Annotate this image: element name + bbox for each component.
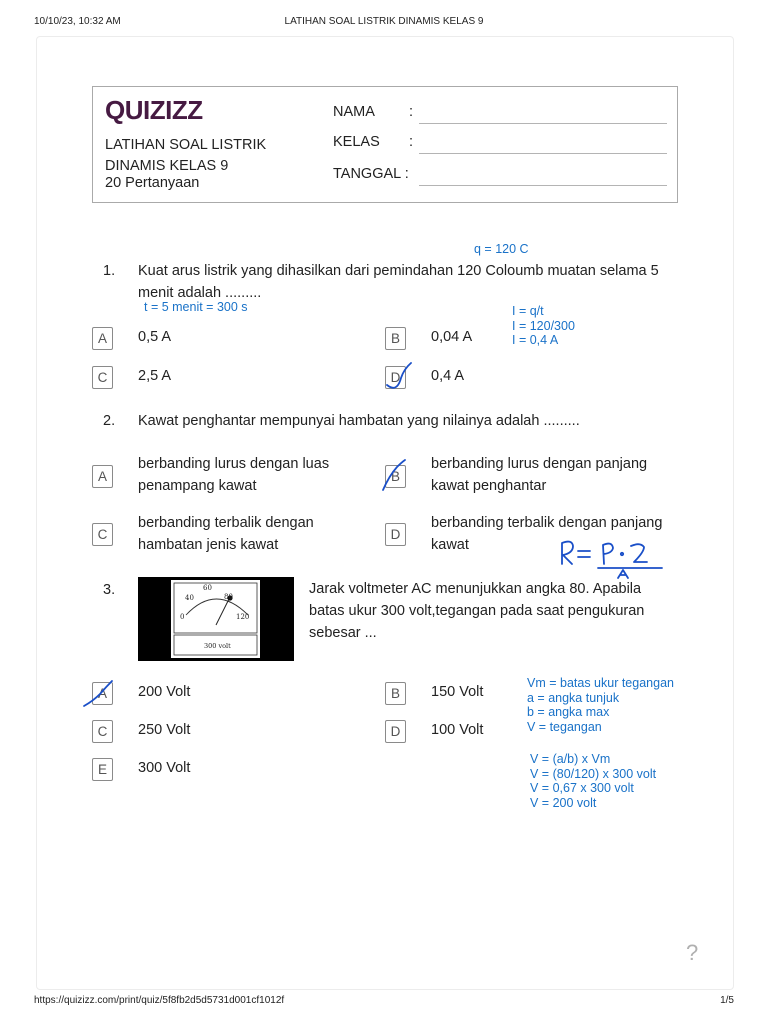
field-label: KELAS	[333, 134, 380, 150]
note-line: I = 0,4 A	[512, 333, 559, 347]
option-letter-b[interactable]: B	[385, 327, 406, 350]
question-number: 3.	[103, 582, 116, 598]
class-write-line	[419, 153, 667, 154]
option-letter-d[interactable]: D	[385, 366, 406, 389]
meter-unit-label: 300 volt	[204, 642, 231, 650]
option-text: 300 Volt	[138, 760, 191, 776]
note-q1-formula	[512, 304, 575, 348]
option-text: 2,5 A	[138, 368, 172, 384]
option-letter-c[interactable]: C	[92, 366, 113, 389]
print-datetime: 10/10/23, 10:32 AM	[34, 16, 121, 27]
note-line: I = 120/300	[512, 318, 575, 333]
voltmeter-image	[138, 577, 294, 661]
print-page-number: 1/5	[720, 995, 734, 1006]
note-q3-solution	[530, 752, 656, 810]
note-q1-charge: q = 120 C	[474, 242, 529, 256]
option-letter-a[interactable]: A	[92, 465, 113, 488]
quizizz-logo: QUIZIZZ	[105, 95, 203, 125]
note-line: a = angka tunjuk	[527, 690, 620, 705]
field-label: TANGGAL :	[333, 166, 409, 182]
name-write-line	[419, 123, 667, 124]
note-line: V = (80/120) x 300 volt	[530, 766, 657, 781]
option-letter-a[interactable]: A	[92, 682, 113, 705]
quiz-title: LATIHAN SOAL LISTRIK DINAMIS KELAS 9	[105, 137, 267, 174]
option-text: berbanding terbalik dengan hambatan jenis kawat	[138, 515, 314, 553]
option-letter-e[interactable]: E	[92, 758, 113, 781]
question-text: Jarak voltmeter AC menunjukkan angka 80. Apabila batas ukur 300 volt,tegangan pada saat pengukuran sebesar ...	[309, 581, 645, 641]
print-footer	[34, 995, 734, 1006]
note-line: V = 0,67 x 300 volt	[530, 781, 634, 795]
question-number: 2.	[103, 413, 116, 429]
note-line: Vm = batas ukur tegangan	[527, 676, 674, 690]
print-url: https://quizizz.com/print/quiz/5f8fb2d5d5731d001cf1012f	[34, 995, 285, 1006]
option-letter-c[interactable]: C	[92, 720, 113, 743]
option-letter-d[interactable]: D	[385, 523, 406, 546]
question-text: Kuat arus listrik yang dihasilkan dari pemindahan 120 Coloumb muatan selama 5 menit adalah .........	[138, 263, 659, 301]
field-label: NAMA	[333, 104, 375, 120]
note-line: I = q/t	[512, 304, 544, 318]
option-text: 250 Volt	[138, 722, 191, 738]
option-text: berbanding terbalik dengan panjang kawat	[431, 515, 663, 553]
option-text: 100 Volt	[431, 722, 484, 738]
question-text: Kawat penghantar mempunyai hambatan yang nilainya adalah .........	[138, 413, 580, 429]
print-title: LATIHAN SOAL LISTRIK DINAMIS KELAS 9	[284, 16, 484, 27]
quiz-header-box	[92, 86, 678, 203]
option-letter-a[interactable]: A	[92, 327, 113, 350]
meter-tick-label: 120	[236, 613, 250, 621]
option-text: berbanding lurus dengan panjang kawat penghantar	[431, 456, 648, 494]
option-text: berbanding lurus dengan luas penampang kawat	[138, 456, 330, 494]
meter-tick-label: 40	[185, 594, 194, 602]
note-line: V = 200 volt	[530, 795, 597, 810]
voltmeter-figure	[138, 577, 294, 661]
meter-tick-label: 60	[203, 584, 212, 592]
option-text: 0,5 A	[138, 329, 172, 345]
question-count: 20 Pertanyaan	[105, 175, 200, 191]
option-letter-b[interactable]: B	[385, 682, 406, 705]
question-number: 1.	[103, 263, 116, 279]
option-text: 200 Volt	[138, 684, 191, 700]
option-text: 0,04 A	[431, 329, 473, 345]
note-q1-time: t = 5 menit = 300 s	[144, 300, 248, 314]
note-line: V = (a/b) x Vm	[530, 752, 611, 766]
option-letter-c[interactable]: C	[92, 523, 113, 546]
option-letter-b[interactable]: B	[385, 465, 406, 488]
question-mark-icon[interactable]: ?	[686, 940, 699, 965]
option-text: 150 Volt	[431, 684, 484, 700]
option-letter-d[interactable]: D	[385, 720, 406, 743]
meter-tick-label: 0	[180, 613, 185, 621]
note-line: b = angka max	[527, 705, 610, 719]
field-colon: :	[409, 134, 414, 150]
note-q3-legend	[527, 676, 674, 734]
date-write-line	[419, 185, 667, 186]
field-colon: :	[409, 104, 414, 120]
meter-tick-label: 80	[224, 593, 233, 601]
option-text: 0,4 A	[431, 368, 465, 384]
note-line: V = tegangan	[527, 719, 602, 734]
